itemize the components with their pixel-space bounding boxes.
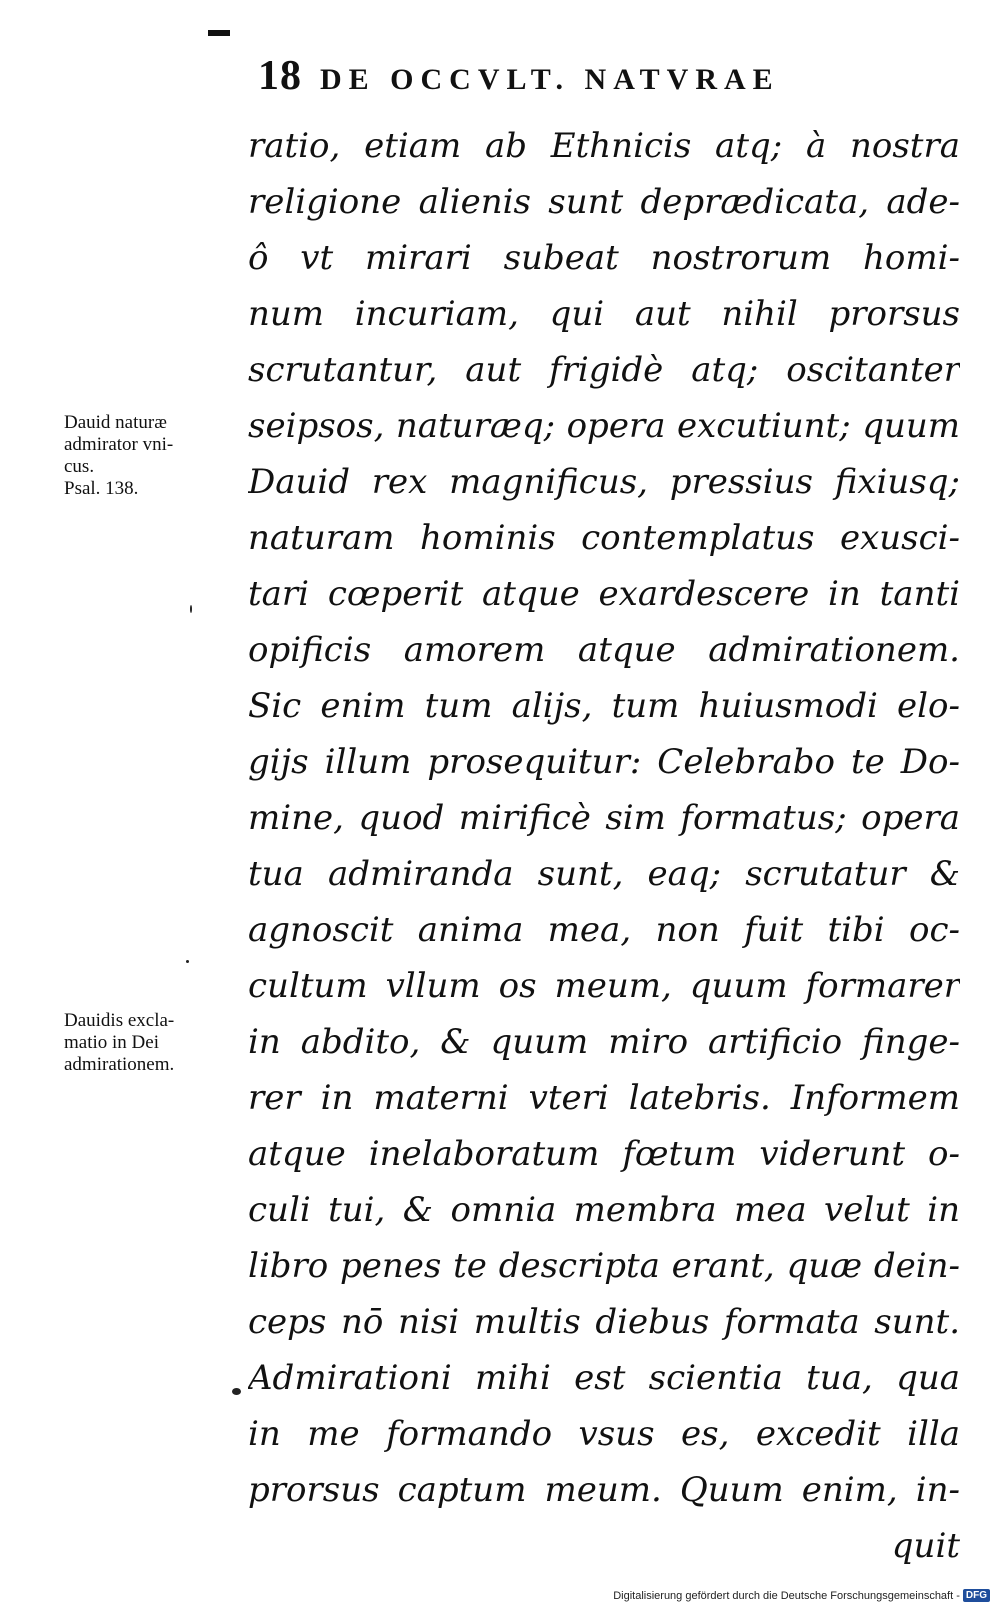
margin-note-line: matio in Dei	[64, 1032, 159, 1053]
ink-speck	[232, 1388, 241, 1395]
text-line: scrutantur, aut frigidè atq; oscitanter	[248, 350, 960, 390]
margin-note-line: Psal. 138.	[64, 478, 139, 499]
text-line: religione alienis sunt deprædicata, ade-	[248, 182, 960, 222]
text-line: rer in materni vteri latebris. Informem	[248, 1078, 960, 1118]
running-head: DE OCCVLT. NATVRAE	[320, 63, 780, 96]
margin-note-line: admirator vni-	[64, 434, 174, 455]
text-line: mine, quod mirificè sim formatus; opera	[248, 798, 960, 838]
text-line: culi tui, & omnia membra mea velut in	[248, 1190, 960, 1230]
text-line: in abdito, & quum miro artificio finge-	[248, 1022, 960, 1062]
footer-credit: Digitalisierung gefördert durch die Deutsche Forschungsgemeinschaft -	[613, 1589, 960, 1602]
text-line: agnoscit anima mea, non fuit tibi oc-	[248, 910, 960, 950]
text-line: ô vt mirari subeat nostrorum homi-	[248, 238, 960, 278]
ink-speck	[186, 960, 189, 963]
text-line: num incuriam, qui aut nihil prorsus	[248, 294, 960, 334]
margin-note-line: Dauid naturæ	[64, 412, 167, 433]
text-line: cultum vllum os meum, quum formarer	[248, 966, 960, 1006]
text-line: Admirationi mihi est scientia tua, qua	[248, 1358, 960, 1398]
text-line: ceps nō nisi multis diebus formata sunt.	[248, 1302, 960, 1342]
margin-note-line: cus.	[64, 456, 95, 477]
ink-speck	[190, 605, 192, 613]
margin-note-line: admirationem.	[64, 1054, 175, 1075]
digitization-footer	[613, 1589, 990, 1602]
text-line: Sic enim tum alijs, tum huiusmodi elo-	[248, 686, 960, 726]
page-header	[258, 52, 958, 102]
text-line: quit	[891, 1526, 960, 1566]
body-text	[248, 118, 960, 1574]
text-line: in me formando vsus es, excedit illa	[248, 1414, 960, 1454]
text-line: atque inelaboratum fœtum viderunt o-	[248, 1134, 960, 1174]
text-line: ratio, etiam ab Ethnicis atq; à nostra	[248, 126, 960, 166]
text-line: opificis amorem atque admirationem.	[248, 630, 960, 670]
text-line: prorsus captum meum. Quum enim, in-	[248, 1470, 960, 1510]
margin-note	[64, 412, 244, 500]
text-line: tua admiranda sunt, eaq; scrutatur &	[248, 854, 960, 894]
page-number: 18	[258, 53, 302, 99]
print-mark	[208, 30, 230, 36]
text-line: libro penes te descripta erant, quæ dein-	[248, 1246, 960, 1286]
margin-note	[64, 1010, 244, 1076]
text-line: tari cœperit atque exardescere in tanti	[248, 574, 960, 614]
text-line: Dauid rex magnificus, pressius fixiusq;	[248, 462, 960, 502]
text-line: naturam hominis contemplatus exusci-	[248, 518, 960, 558]
text-line: seipsos, naturæq; opera excutiunt; quum	[248, 406, 960, 446]
dfg-logo: DFG	[963, 1589, 990, 1602]
margin-note-line: Dauidis excla-	[64, 1010, 175, 1031]
text-line: gijs illum prosequitur: Celebrabo te Do-	[248, 742, 960, 782]
